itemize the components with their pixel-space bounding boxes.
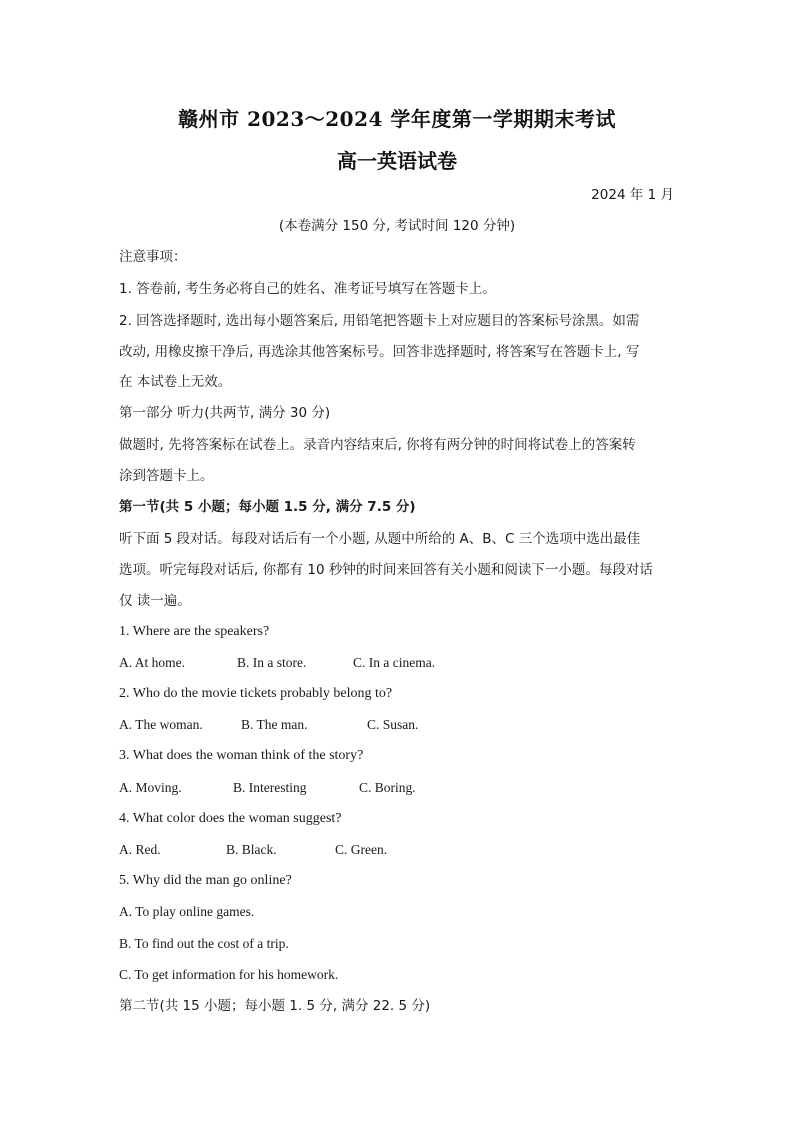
notice-heading: 注意事项： <box>119 249 187 265</box>
question-2-option-a: A. The woman. <box>119 717 203 732</box>
section1-instr-line-1: 听下面 5 段对话。每段对话后有一个小题, 从题中所给的 A、B、C 三个选项中选出最佳 <box>119 531 641 547</box>
question-5-option-a: A. To play online games. <box>119 904 255 919</box>
notice-item-2-line-1: 2. 回答选择题时, 选出每小题答案后, 用铅笔把答题卡上对应题目的答案标号涂黑。如需 <box>119 313 640 329</box>
section1-instr-line-3: 仅 读一遍。 <box>119 593 191 609</box>
exam-info: (本卷满分 150 分, 考试时间 120 分钟) <box>278 218 516 234</box>
question-4-option-c: C. Green. <box>335 842 388 857</box>
part1-instr-line-1: 做题时, 先将答案标在试卷上。录音内容结束后, 你将有两分钟的时间将试卷上的答案转 <box>119 437 636 453</box>
question-3-option-a: A. Moving. <box>119 780 182 795</box>
notice-item-1: 1. 答卷前, 考生务必将自己的姓名、准考证号填写在答题卡上。 <box>119 281 496 297</box>
question-3: 3. What does the woman think of the story? <box>119 748 364 763</box>
part1-instr-line-2: 涂到答题卡上。 <box>119 468 214 484</box>
question-5-option-c: C. To get information for his homework. <box>119 967 339 982</box>
notice-item-2-line-2: 改动, 用橡皮擦干净后, 再选涂其他答案标号。回答非选择题时, 将答案写在答题卡上, 写 <box>119 344 640 360</box>
question-2: 2. Who do the movie tickets probably belong to? <box>119 686 393 701</box>
question-4-option-a: A. Red. <box>119 842 161 857</box>
section2-heading: 第二节(共 15 小题；每小题 1. 5 分, 满分 22. 5 分) <box>119 998 431 1014</box>
question-5-option-b: B. To find out the cost of a trip. <box>119 936 289 951</box>
exam-subtitle: 高一英语试卷 <box>337 149 457 173</box>
question-2-option-b: B. The man. <box>241 717 308 732</box>
question-1: 1. Where are the speakers? <box>119 624 270 639</box>
exam-date: 2024 年 1 月 <box>591 187 674 203</box>
section1-instr-line-2: 选项。听完每段对话后, 你都有 10 秒钟的时间来回答有关小题和阅读下一小题。每段对话 <box>119 562 653 578</box>
question-1-option-c: C. In a cinema. <box>353 655 436 670</box>
question-3-option-c: C. Boring. <box>359 780 416 795</box>
notice-item-2-line-3: 在 本试卷上无效。 <box>119 374 232 390</box>
question-4-option-b: B. Black. <box>226 842 277 857</box>
question-2-option-c: C. Susan. <box>367 717 419 732</box>
exam-title: 赣州市 2023～2024 学年度第一学期期末考试 <box>178 107 616 131</box>
question-4: 4. What color does the woman suggest? <box>119 811 342 826</box>
part1-heading: 第一部分 听力(共两节, 满分 30 分) <box>119 405 331 421</box>
question-1-option-a: A. At home. <box>119 655 185 670</box>
question-1-option-b: B. In a store. <box>237 655 307 670</box>
section1-heading: 第一节(共 5 小题；每小题 1.5 分, 满分 7.5 分) <box>119 499 416 515</box>
question-5: 5. Why did the man go online? <box>119 873 292 888</box>
question-3-option-b: B. Interesting <box>233 780 307 795</box>
